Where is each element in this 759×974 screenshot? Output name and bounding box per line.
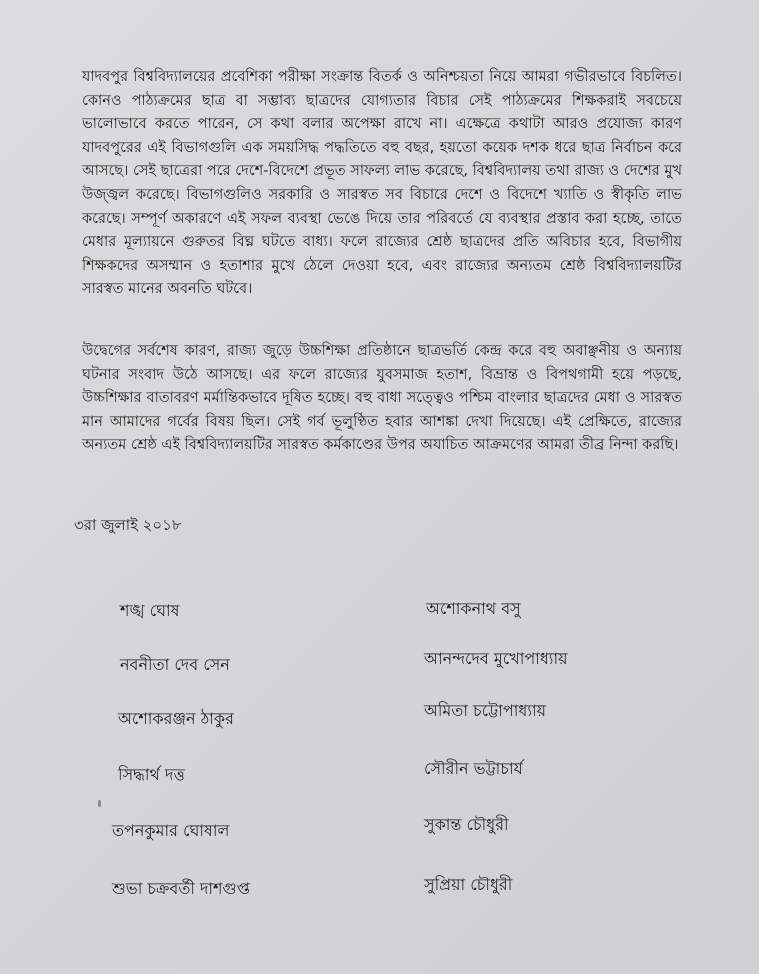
letter-paragraph-1: যাদবপুর বিশ্ববিদ্যালয়ের প্রবেশিকা পরীক্ষা সংক্রান্ত বিতর্ক ও অনিশ্চয়তা নিয়ে আমরা গভীরভাবে বিচলিত। কোনও পাঠ্যক্রমের ছাত্র বা সম্ভাব্য ছাত্রদের যোগ্যতার বিচার সেই পাঠ্যক্রমের শিক্ষকরাই সবচেয়ে ভালোভাবে করতে পারেন, সে কথা বলার অপেক্ষা রাখে না। এক্ষেত্রে কথাটা আরও প্রযোজ্য কারণ যাদবপুরের এই বিভাগগুলি এক সময়সিদ্ধ পদ্ধতিতে বহু বছর, হয়তো কয়েক দশক ধরে ছাত্র নির্বাচন করে আসছে। সেই ছাত্রেরা পরে দেশে-বিদেশে প্রভূত সাফল্য লাভ করেছে, বিশ্ববিদ্যালয় তথা রাজ্য ও দেশের মুখ উজ্জ্বল করেছে। বিভাগগুলিও সরকারি ও সারস্বত সব বিচারে দেশে ও বিদেশে খ্যাতি ও স্বীকৃতি লাভ করেছে। সম্পূর্ণ অকারণে এই সফল ব্যবস্থা ভেঙে দিয়ে তার পরিবর্তে যে ব্যবস্থার প্রস্তাব করা হচ্ছে, তাতে মেধার মূল্যায়নে গুরুতর বিঘ্ন ঘটতে বাধ্য। ফলে রাজ্যের শ্রেষ্ঠ ছাত্রদের প্রতি অবিচার হবে, বিভাগীয় শিক্ষকদের অসম্মান ও হতাশার মুখে ঠেলে দেওয়া হবে, এবং রাজ্যের অন্যতম শ্রেষ্ঠ বিশ্ববিদ্যালয়টির সারস্বত মানের অবনতি ঘটবে। xyxy=(82,69,682,298)
letter-date: ৩রা জুলাই ২০১৮ xyxy=(74,516,182,534)
signatory-right-4: সৌরীন ভট্টাচার্য xyxy=(424,759,523,778)
signatory-right-3: অমিতা চট্টোপাধ্যায় xyxy=(424,701,547,720)
signatory-left-4: সিদ্ধার্থ দত্ত xyxy=(118,765,185,784)
signatory-left-6: শুভা চক্রবর্তী দাশগুপ্ত xyxy=(112,879,250,898)
signatory-right-2: আনন্দদেব মুখোপাধ্যায় xyxy=(424,649,568,668)
signatory-left-5: তপনকুমার ঘোষাল xyxy=(112,821,230,840)
signatory-left-2: নবনীতা দেব সেন xyxy=(120,655,230,674)
signatory-right-1: অশোকনাথ বসু xyxy=(426,599,521,618)
signatory-left-3: অশোকরঞ্জন ঠাকুর xyxy=(118,709,234,728)
signatory-left-1: শঙ্খ ঘোষ xyxy=(120,601,180,620)
paper-speck xyxy=(98,800,101,807)
signatory-right-5: সুকান্ত চৌধুরী xyxy=(424,815,509,834)
signatory-right-6: সুপ্রিয়া চৌধুরী xyxy=(424,875,513,894)
letter-paragraph-2: উদ্বেগের সর্বশেষ কারণ, রাজ্য জুড়ে উচ্চশিক্ষা প্রতিষ্ঠানে ছাত্রভর্তি কেন্দ্র করে বহু অবাঞ্ছনীয় ও অন্যায় ঘটনার সংবাদ উঠে আসছে। এর ফলে রাজ্যের যুবসমাজ হতাশ, বিভ্রান্ত ও বিপথগামী হয়ে পড়ছে, উচ্চশিক্ষার বাতাবরণ মর্মান্তিকভাবে দূষিত হচ্ছে। বহু বাধা সত্ত্বেও পশ্চিম বাংলার ছাত্রদের মেধা ও সারস্বত মান আমাদের গর্বের বিষয় ছিল। সেই গর্ব ভূলুণ্ঠিত হবার আশঙ্কা দেখা দিয়েছে। এই প্রেক্ষিতে, রাজ্যের অন্যতম শ্রেষ্ঠ এই বিশ্ববিদ্যালয়টির সারস্বত কর্মকাণ্ডের উপর অযাচিত আক্রমণের আমরা তীব্র নিন্দা করছি। xyxy=(82,343,682,454)
